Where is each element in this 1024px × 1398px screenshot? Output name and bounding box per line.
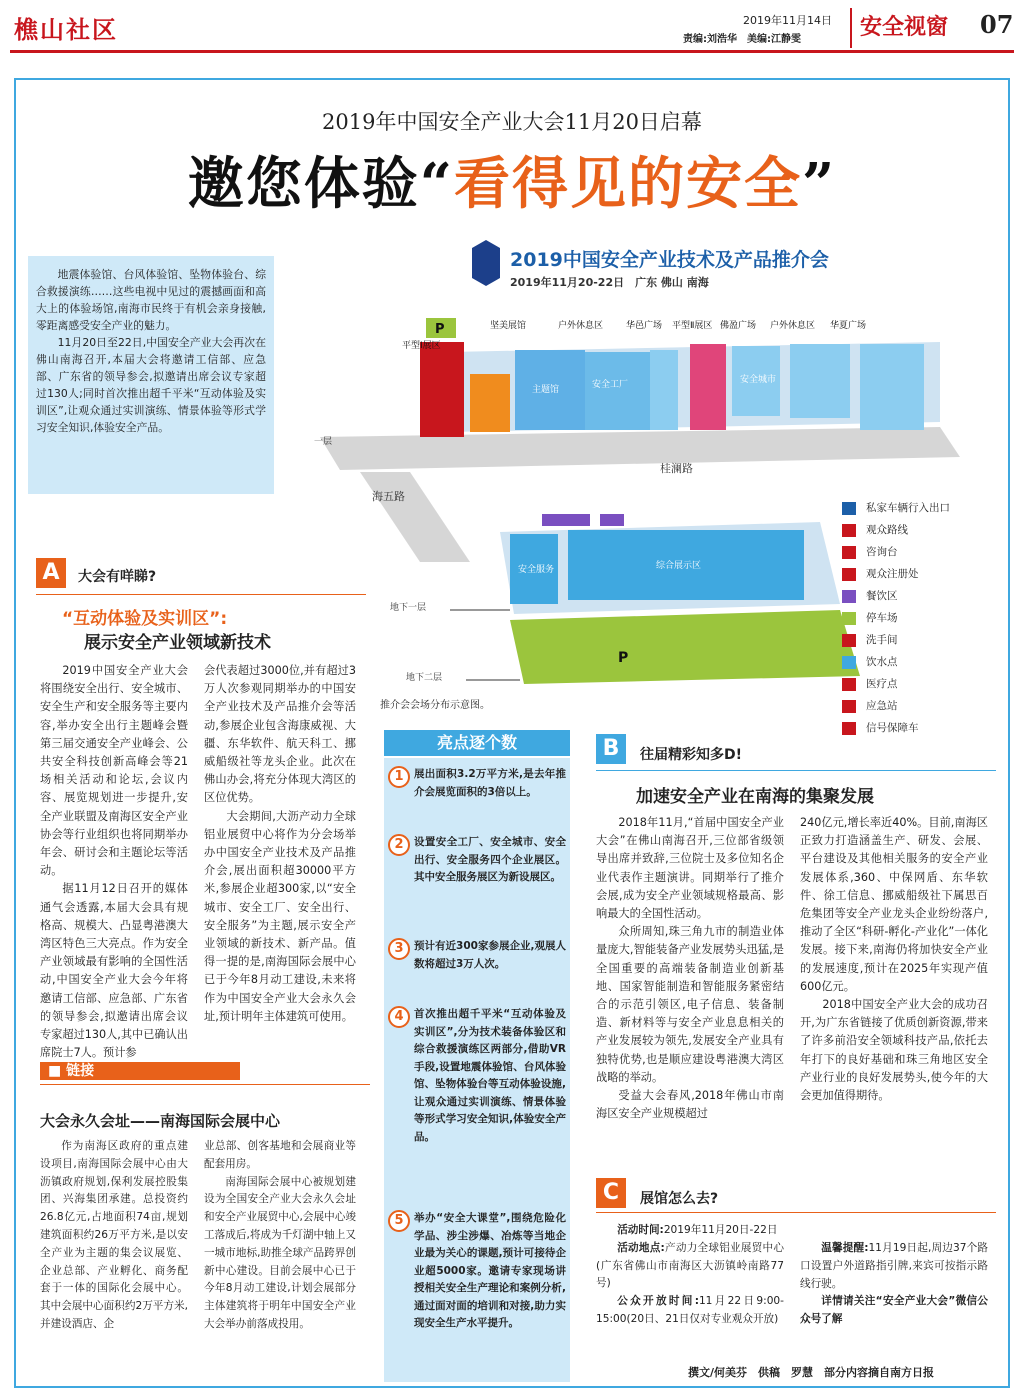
section-c-time-value: 2019年11月20日-22日 [663,1224,778,1236]
zone-huaxia-plaza [860,344,924,430]
section-a-subtitle-2: 展示安全产业领域新技术 [84,633,271,653]
masthead-logo: 樵山社区 [14,15,118,44]
section-b-rule [596,770,996,771]
legend-label: 应急站 [866,700,898,712]
section-b-col-2-para-2: 2018中国安全产业大会的成功召开,为广东省链接了优质创新资源,带来了许多前沿安全领域科技产品,依托去年打下的良好基础和珠三角地区安全产业行业的良好发展势头,使今年的大会更加值得期待。 [800,998,988,1103]
zone-label-3: 平型Ⅱ展区 [672,321,713,331]
zone-label-2: 华邑广场 [626,321,663,331]
zone-plaza-pink [690,344,726,430]
legend-label: 医疗点 [866,678,898,690]
section-a-rule [36,594,366,595]
legend-label: 洗手间 [866,634,898,646]
legend-swatch-icon [842,678,856,691]
issue-date: 2019年11月14日 [743,14,832,27]
link-col-2-para-2: 南海国际会展中心被规划建设为全国安全产业大会永久会址和安全产业展贸中心,会展中心竣工落成后,将成为千灯湖中轴上又一城市地标,助推全球产品跨界创新中心建设。目前会展中心已于今年8月动工建设,计划会展部分主体建筑将于明年中国安全产业大会举办前落成投用。 [204,1175,356,1330]
zone-label-0: 坚美展馆 [490,321,527,331]
highlight-item-5 [388,1210,566,1333]
legend-item [842,588,898,603]
headline-pre: 邀您体验“ [187,151,454,217]
legend-swatch-icon [842,590,856,603]
legend-label: 饮水点 [866,656,898,668]
link-col-1-para: 作为南海区政府的重点建设项目,南海国际会展中心由大沥镇政府规划,保利发展控股集团、兴海集团承建。总投资约26.8亿元,占地面积74亩,规划建筑面积约26万平方米,是以安全产业为主题的集会议展览、企业总部、产业孵化、商务配套于一体的国际化会展中心。其中会展中心面积约2万平方米,并建设酒店、企 [40,1140,188,1330]
section-c-more: 详情请关注“安全产业大会”微信公众号了解 [800,1295,988,1326]
section-a-subtitle-1: “互动体验及实训区”: [62,609,228,629]
section-b-col-1-para-3: 受益大会春风,2018年佛山市南海区安全产业规模超过 [596,1089,784,1121]
zone-exhibition-red [420,342,464,437]
section-c-rule [596,1212,996,1213]
legend-item [842,610,898,625]
section-c-col-2 [800,1240,988,1329]
food-area-1 [542,514,590,526]
legend-swatch-icon [842,656,856,669]
zone-label-5: 户外休息区 [770,321,816,331]
conference-logo-icon [472,240,500,286]
section-a-title: 大会有咩睇? [78,569,157,585]
zone-safety-factory [585,352,655,430]
section-c-open-label: 公众开放时间: [617,1295,699,1308]
legend-label: 观众注册处 [866,568,919,580]
legend-swatch-icon [842,722,856,735]
highlight-text-2: 设置安全工厂、安全城市、安全出行、安全服务四个企业展区。其中安全服务展区为新设展区。 [414,836,566,883]
link-col-2 [204,1138,356,1334]
zone-outdoor-rest [790,344,850,418]
header-separator [850,8,852,48]
zone-label-13: 安全城市 [740,375,777,385]
zone-exhibition-orange [470,374,510,432]
legend-label: 餐饮区 [866,590,898,602]
legend-swatch-icon [842,634,856,647]
main-headline [0,140,1024,220]
legend-item [842,698,898,713]
zone-safe-travel [650,350,678,430]
section-c-place-label: 活动地点: [617,1241,665,1254]
link-col-1 [40,1138,188,1334]
legend-label: 咨询台 [866,546,898,558]
lead-paragraph-1: 地震体验馆、台风体验馆、坠物体验台、综合救援演练……这些电视中见过的震撼画面和高大上的体验场馆,南海市民终于有机会亲身接触,零距离感受安全产业的魅力。 [36,268,266,332]
legend-label: 观众路线 [866,524,908,536]
section-b-col-2 [800,814,988,1105]
page-number: 07 [980,10,1014,39]
section-b-title: 往届精彩知多D! [640,747,743,763]
legend-swatch-icon [842,524,856,537]
legend-label: 停车场 [866,612,898,624]
highlight-num-4: 4 [388,1006,410,1028]
highlight-item-1 [388,766,566,801]
highlight-num-5: 5 [388,1210,410,1232]
section-c-tip-label: 温馨提醒: [821,1242,869,1254]
highlights-title: 亮点逐个数 [384,730,570,756]
section-c-time [596,1222,784,1240]
header-rule [10,50,1014,53]
lead-text-box [28,256,274,494]
basement-2-parking [510,610,860,684]
legend-item [842,544,898,559]
section-c-tip-value: 11月19日起,周边37个路口设置户外道路指引牌,来宾可按指示路线行驶。 [800,1242,988,1290]
map-logo-sub: 2019年11月20-22日 广东 佛山 南海 [510,276,709,289]
link-title: 大会永久会址——南海国际会展中心 [40,1112,281,1130]
food-area-2 [600,514,624,526]
editors-line: 责编:刘浩华 美编:江静雯 [683,34,801,45]
legend-item [842,720,919,735]
highlight-num-2: 2 [388,834,410,856]
highlight-item-3 [388,938,566,973]
link-tag-label: 链接 [66,1063,95,1079]
link-rule [40,1084,370,1085]
highlight-text-1: 展出面积3.2万平方米,是去年推介会展览面积的3倍以上。 [414,768,566,798]
highlight-num-1: 1 [388,766,410,788]
lead-paragraph-2: 11月20日至22日,中国安全产业大会再次在佛山南海召开,本届大会将邀请工信部、应急部、广东省的领导参会,拟邀请出席会议专家超过130人;同时首次推出超千平米“互动体验及实训区”,让观众通过实训演练、情景体验等形式学习安全知识,体验安全产品。 [36,336,266,434]
road-label-haiwu: 海五路 [372,490,405,503]
highlight-item-2 [388,834,566,887]
legend-label: 信号保障车 [866,722,919,734]
zone-label-6: 华夏广场 [830,321,867,331]
section-c-title: 展馆怎么去? [640,1191,719,1207]
legend-swatch-icon [842,568,856,581]
zone-label-11: 综合展示区 [656,561,702,571]
zone-label-12: 安全服务 [518,565,555,575]
section-c-badge: C [596,1178,626,1208]
svg-text:P: P [618,650,629,666]
zone-label-8: 主题馆 [532,385,560,395]
section-b-badge: B [596,734,626,764]
legend-item [842,632,898,647]
zone-label-4: 佛盈广场 [720,321,757,331]
section-a-col-1 [40,662,188,1062]
highlight-text-5: 举办“安全大课堂”,围绕危险化学品、涉尘涉爆、冶炼等当地企业最为关心的课题,预计可接待企业超5000家。邀请专家现场讲授相关安全生产理论和案例分析,通过面对面的培训和对接,助力实现安全生产水平提升。 [414,1212,566,1329]
zone-label-1: 户外休息区 [558,321,604,331]
highlight-text-4: 首次推出超千平米“互动体验及实训区”,分为技术装备体验区和综合救援演练区两部分,借助VR手段,设置地震体验馆、台风体验馆、坠物体验台等互动体验设施,让观众通过实训演练、情景体验等形式学习安全知识,体验安全产品。 [414,1008,566,1143]
map-caption: 推介会会场分布示意图。 [380,700,490,711]
highlight-text-3: 预计有近300家参展企业,观展人数将超过3万人次。 [414,940,566,970]
section-c-open-value: 11月22日9:00-15:00(20日、21日仅对专业观众开放) [596,1295,784,1325]
section-c-place-value: 产动力全球铝业展贸中心(广东省佛山市南海区大沥镇岭南路77号) [596,1241,784,1290]
section-c-time-label: 活动时间: [617,1224,664,1236]
credit-line: 撰文/何美芬 供稿 罗慧 部分内容摘自南方日报 [687,1366,934,1379]
kicker-headline: 2019年中国安全产业大会11月20日启幕 [322,110,702,134]
legend-item [842,654,898,669]
headline-post: ” [802,151,837,217]
legend-label: 私家车辆行入出口 [866,502,950,514]
legend-item [842,522,908,537]
highlight-item-4 [388,1006,566,1146]
section-a-col-2-para-2: 大会期间,大沥产动力全球铝业展贸中心将作为分会场举办中国安全产业技术及产品推介会,展出面积超30000平方米,参展企业超300家,以“安全城市、安全工厂、安全出行、安全服务”为主题,展示安全产业领域的新技术、新产品。值得一提的是,南海国际会展中心已于今年8月动工建设,未来将作为中国安全产业大会永久会址,预计明年主体建筑可使用。 [204,809,356,1023]
section-c-open [596,1293,784,1329]
road-label-guilan: 桂澜路 [660,462,693,475]
legend-item [842,676,898,691]
floor-label-b1: 地下一层 [390,603,427,613]
headline-highlight: 看得见的安全 [454,151,802,217]
section-a-col-2-para-1: 会代表超过3000位,并有超过3万人次参观同期举办的中国安全产业技术及产品推介会等活动,参展企业包含海康威视、大疆、东华软件、航天科工、挪威船级社等龙头企业。此次在佛山办会,将充分体现大湾区的区位优势。 [204,664,356,805]
road-ground [320,427,960,470]
road-side [360,472,470,562]
zone-label-9: 安全工厂 [592,380,629,390]
floor-label-1: 一层 [314,437,333,447]
section-c-place [596,1240,784,1293]
legend-item [842,500,950,515]
section-b-col-1 [596,814,784,1123]
section-name: 安全视窗 [860,14,949,40]
section-a-badge: A [36,558,66,588]
legend-swatch-icon [842,700,856,713]
map-logo-title: 2019中国安全产业技术及产品推介会 [510,249,829,271]
highlights-box [384,758,570,1382]
section-a-col-1-para-2: 据11月12日召开的媒体通气会透露,本届大会具有规格高、规模大、凸显粤港澳大湾区特色三大亮点。作为安全产业领域最有影响的全国性活动,中国安全产业大会今年将邀请工信部、应急部、广东省的领导参会,拟邀请出席会议专家超过130人,其中已确认出席院士7人。预计参 [40,882,188,1060]
floor-label-b2: 地下二层 [406,673,443,683]
section-c-col-1 [596,1222,784,1329]
link-tag: ■ 链接 [40,1062,240,1080]
section-b-col-1-para-2: 众所周知,珠三角九市的制造业体量庞大,智能装备产业发展势头迅猛,是全国重要的高端装备制造业创新基地、国家智能制造和智能服务紧密结合的示范引领区,电子信息、装备制造、新材料等与安全产业息息相关的产业发展较为领先,发展安全产业具有独特优势,也是顺应建设粤港澳大湾区战略的举动。 [596,925,784,1084]
legend-swatch-icon [842,612,856,625]
section-b-col-1-para-1: 2018年11月,“首届中国安全产业大会”在佛山南海召开,三位部省级领导出席并致辞,三位院士及多位知名企业代表作主题演讲。同期举行了推介会展,成为安全产业领域规格最高、影响最大的全国性活动。 [596,816,784,921]
link-col-2-para-1: 业总部、创客基地和会展商业等配套用房。 [204,1140,356,1170]
section-a-col-1-para-1: 2019中国安全产业大会将围绕安全出行、安全城市、安全生产和安全服务等主要内容,举办安全出行主题峰会暨第三届交通安全产业峰会、公共安全科技创新高峰会等21场相关活动和论坛,会议内容、展览规划进一步提升,安全产业联盟及南海区安全产业协会等行业组织也将同期举办年会、研讨会和主题论坛等活动。 [40,664,188,878]
highlight-num-3: 3 [388,938,410,960]
legend-item [842,566,919,581]
legend-swatch-icon [842,502,856,515]
legend-swatch-icon [842,546,856,559]
section-b-subtitle: 加速安全产业在南海的集聚发展 [636,787,874,807]
section-c-tip [800,1240,988,1293]
section-a-col-2 [204,662,356,1026]
section-b-col-2-para-1: 240亿元,增长率近40%。目前,南海区正致力打造涵盖生产、研发、会展、平台建设及其他相关服务的安全产业发展体系,360、中保网盾、东华软件、徐工信息、挪威船级社下属思百危集团等安全产业龙头企业纷纷落户,推动了全区“科研-孵化-产业化”一体化发展。接下来,南海仍将加快安全产业的发展速度,预计在2025年实现产值600亿元。 [800,816,988,993]
svg-text:P: P [435,322,445,337]
zone-label-7: 平型Ⅰ展区 [402,341,441,351]
